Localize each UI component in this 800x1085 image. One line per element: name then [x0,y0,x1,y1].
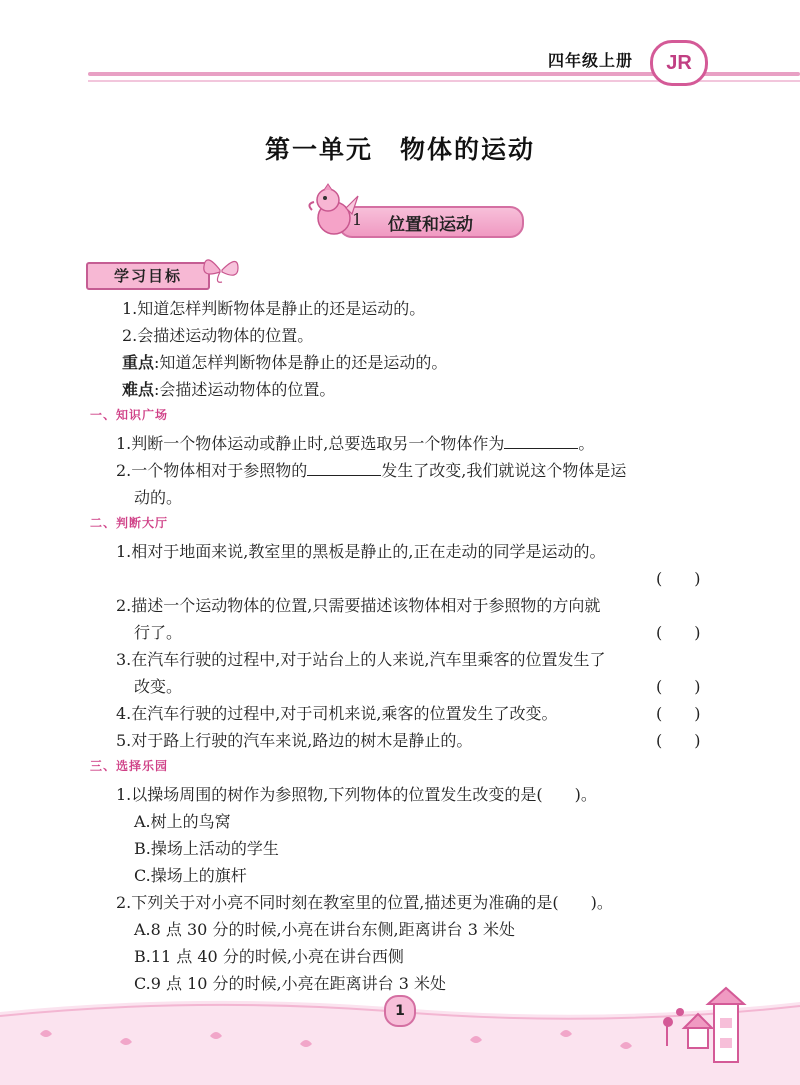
choice-1-option-c: C.操场上的旗杆 [134,866,247,885]
key-point [122,350,447,373]
learning-goals-tag: 学习目标 [86,262,210,290]
difficulty-text: :会描述运动物体的位置。 [154,380,336,399]
judge-question-5: 5.对于路上行驶的汽车来说,路边的树木是静止的。 [116,731,473,750]
choice-question-1: 1.以操场周围的树作为参照物,下列物体的位置发生改变的是( )。 [116,785,597,804]
choice-1-option-b: B.操场上活动的学生 [134,839,279,858]
lesson-title: 位置和运动 [388,215,473,235]
judge-question-2: 2.描述一个运动物体的位置,只需要描述该物体相对于参照物的方向就 [116,596,601,615]
section-choice-title: 三、选择乐园 [90,759,169,773]
choice-question-2: 2.下列关于对小亮不同时刻在教室里的位置,描述更为准确的是( )。 [116,893,613,912]
judge-question-1: 1.相对于地面来说,教室里的黑板是静止的,正在走动的同学是运动的。 [116,542,606,561]
answer-blank-2[interactable] [307,461,381,476]
fill-question-2 [116,458,626,481]
butterfly-icon [200,252,242,286]
judge-question-2-cont: 行了。 [134,623,183,642]
key-point-text: :知道怎样判断物体是静止的还是运动的。 [154,353,448,372]
section-knowledge-title: 一、知识广场 [90,408,169,422]
difficulty-point [122,377,335,400]
goal-item-2: 2.会描述运动物体的位置。 [122,326,314,345]
judge-answer-1[interactable]: ( ) [656,569,701,588]
judge-question-4: 4.在汽车行驶的过程中,对于司机来说,乘客的位置发生了改变。 [116,704,558,723]
choice-1-option-a: A.树上的鸟窝 [134,812,231,831]
section-judge-title: 二、判断大厅 [90,516,169,530]
lesson-number: 1 [352,210,363,229]
choice-2-option-a: A.8 点 30 分的时候,小亮在讲台东侧,距离讲台 3 米处 [134,920,515,939]
judge-question-3-cont: 改变。 [134,677,183,696]
unit-title: 第一单元 物体的运动 [264,135,535,164]
page-number: 1 [384,995,416,1027]
choice-2-option-c: C.9 点 10 分的时候,小亮在距离讲台 3 米处 [134,974,446,993]
judge-answer-3[interactable]: ( ) [656,677,701,696]
edition-badge: JR [650,40,708,86]
goal-item-1: 1.知道怎样判断物体是静止的还是运动的。 [122,299,426,318]
fill-question-2-after: 发生了改变,我们就说这个物体是运 [381,461,627,480]
choice-2-option-b: B.11 点 40 分的时候,小亮在讲台西侧 [134,947,404,966]
fill-question-1-end: 。 [578,434,595,453]
grade-label: 四年级上册 [548,51,634,70]
difficulty-label: 难点 [122,380,155,399]
lighthouse-icon [708,988,744,1062]
key-point-label: 重点 [122,353,155,372]
judge-answer-4[interactable]: ( ) [656,704,701,723]
judge-question-3: 3.在汽车行驶的过程中,对于站台上的人来说,汽车里乘客的位置发生了 [116,650,606,669]
fill-question-2-cont: 动的。 [134,488,183,507]
answer-blank-1[interactable] [504,434,578,449]
fill-question-1 [116,431,594,454]
fill-question-1-text: 1.判断一个物体运动或静止时,总要选取另一个物体作为 [116,434,505,453]
judge-answer-2[interactable]: ( ) [656,623,701,642]
fill-question-2-text: 2.一个物体相对于参照物的 [116,461,308,480]
judge-answer-5[interactable]: ( ) [656,731,701,750]
